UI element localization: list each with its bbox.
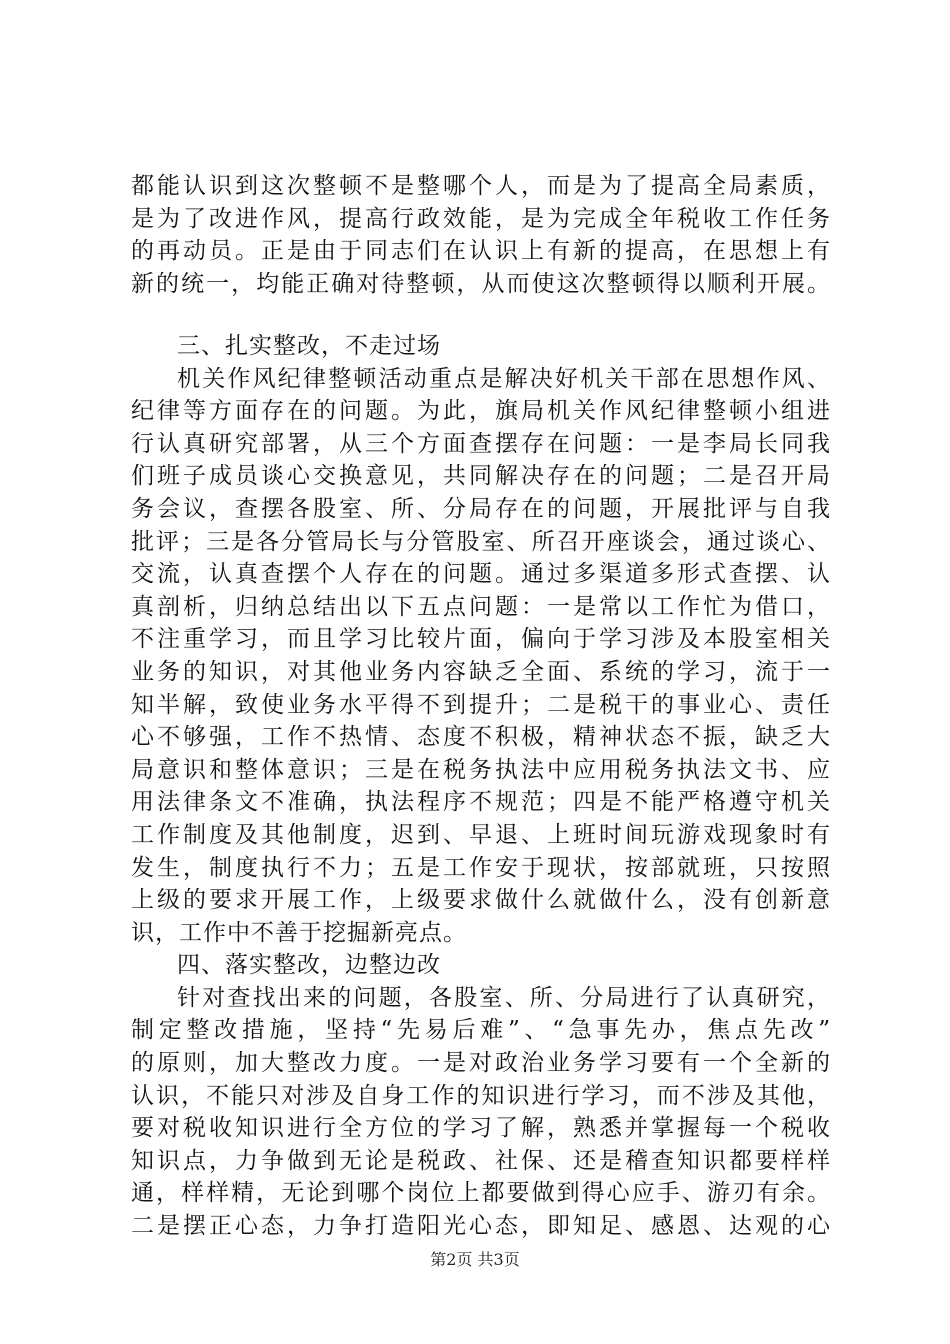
text-line: 务会议，查摆各股室、所、分局存在的问题，开展批评与自我: [131, 495, 831, 522]
text-line: 识，工作中不善于挖掘新亮点。: [131, 919, 467, 946]
text-line: 知半解，致使业务水平得不到提升；二是税干的事业心、责任: [131, 691, 831, 718]
paragraph-continuation: [131, 170, 831, 300]
text-line: 要对税收知识进行全方位的学习了解，熟悉并掌握每一个税收: [131, 1115, 831, 1142]
text-line: 的再动员。正是由于同志们在认识上有新的提高，在思想上有: [131, 238, 831, 265]
text-line: 工作制度及其他制度，迟到、早退、上班时间玩游戏现象时有: [131, 821, 831, 848]
text-line: 机关作风纪律整顿活动重点是解决好机关干部在思想作风、: [177, 365, 831, 392]
page-number-label: 第2页 共3页: [430, 1250, 520, 1269]
text-line: 用法律条文不准确，执法程序不规范；四是不能严格遵守机关: [131, 789, 831, 816]
page-footer: [0, 1250, 950, 1270]
section-body: [131, 330, 831, 1243]
text-line: 二是摆正心态，力争打造阳光心态，即知足、感恩、达观的心: [131, 1213, 831, 1240]
text-line: 认识，不能只对涉及自身工作的知识进行学习，而不涉及其他，: [131, 1082, 831, 1109]
text-line: 行认真研究部署，从三个方面查摆存在问题：一是李局长同我: [131, 430, 831, 457]
text-line: 局意识和整体意识；三是在税务执法中应用税务执法文书、应: [131, 756, 831, 783]
section-heading-4: 四、落实整改，边整边改: [177, 952, 441, 979]
text-line: 纪律等方面存在的问题。为此，旗局机关作风纪律整顿小组进: [131, 398, 831, 425]
text-line: 们班子成员谈心交换意见，共同解决存在的问题；二是召开局: [131, 463, 831, 490]
text-line: 都能认识到这次整顿不是整哪个人，而是为了提高全局素质，: [131, 173, 831, 199]
text-line: 真剖析，归纳总结出以下五点问题：一是常以工作忙为借口，: [131, 593, 831, 620]
text-line: 的原则，加大整改力度。一是对政治业务学习要有一个全新的: [131, 1050, 831, 1077]
text-line: 制定整改措施，坚持“先易后难”、“急事先办，焦点先改”: [131, 1017, 831, 1044]
text-line: 批评；三是各分管局长与分管股室、所召开座谈会，通过谈心、: [131, 528, 831, 555]
section-heading-3: 三、扎实整改，不走过场: [177, 333, 441, 359]
text-line: 不注重学习，而且学习比较片面，偏向于学习涉及本股室相关: [131, 626, 831, 653]
text-line: 业务的知识，对其他业务内容缺乏全面、系统的学习，流于一: [131, 658, 831, 685]
text-line: 针对查找出来的问题，各股室、所、分局进行了认真研究，: [177, 984, 831, 1011]
text-line: 知识点，力争做到无论是税政、社保、还是稽查知识都要样样: [131, 1147, 831, 1174]
text-line: 心不够强，工作不热情、态度不积极，精神状态不振，缺乏大: [131, 724, 831, 751]
text-line: 上级的要求开展工作，上级要求做什么就做什么，没有创新意: [131, 887, 831, 914]
text-line: 发生，制度执行不力；五是工作安于现状，按部就班，只按照: [131, 854, 831, 881]
text-line: 交流，认真查摆个人存在的问题。通过多渠道多形式查摆、认: [131, 561, 831, 588]
text-line: 是为了改进作风，提高行政效能，是为完成全年税收工作任务: [131, 205, 831, 232]
text-line: 通，样样精，无论到哪个岗位上都要做到得心应手、游刃有余。: [131, 1180, 831, 1207]
text-line: 新的统一，均能正确对待整顿，从而使这次整顿得以顺利开展。: [131, 270, 831, 297]
